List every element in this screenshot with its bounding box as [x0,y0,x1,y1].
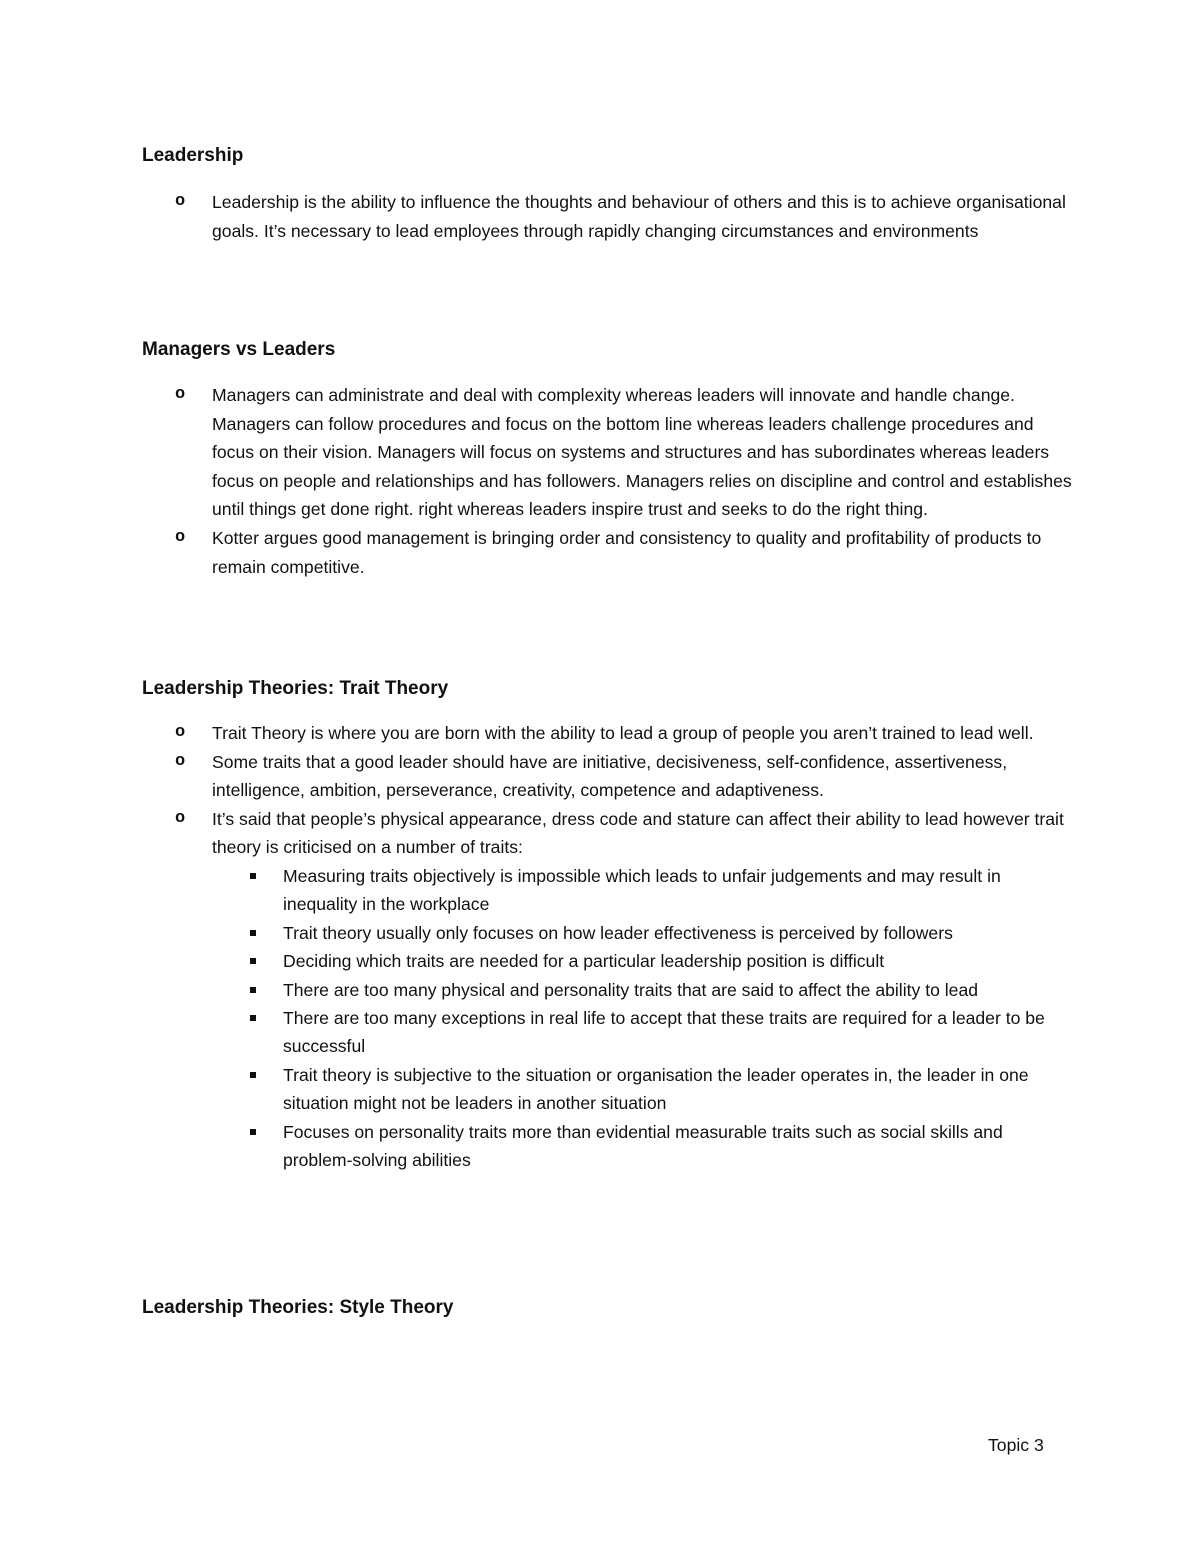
square-bullet-icon [250,930,256,936]
bullet-text: Kotter argues good management is bringing order and consistency to quality and profitability of products to remain competitive. [212,527,1042,577]
bullet-item [142,524,1072,581]
bullet-list-leadership [142,188,1072,245]
sub-bullet-text: Focuses on personality traits more than evidential measurable traits such as social skills and problem-solving abilities [283,1121,1003,1171]
hollow-bullet-icon: o [175,385,186,404]
sub-bullet-text: Trait theory usually only focuses on how leader effectiveness is perceived by followers [283,922,953,943]
bullet-text: Some traits that a good leader should have are initiative, decisiveness, self-confidence, assertiveness, intelligence, ambition, perseverance, creativity, competence and adaptiveness. [212,751,1008,801]
sub-bullet-item [212,919,1072,947]
sub-bullet-item [212,947,1072,975]
bullet-item [142,805,1072,1175]
sub-bullet-item [212,1004,1072,1061]
sub-bullet-item [212,1061,1072,1118]
sub-bullet-item [212,862,1072,919]
sub-bullet-item [212,1118,1072,1175]
sub-bullet-text: There are too many exceptions in real life to accept that these traits are required for a leader to be successful [283,1008,1045,1057]
square-bullet-icon [250,958,256,964]
sub-bullet-list [212,862,1072,1174]
bullet-list-managers-vs-leaders [142,381,1072,581]
bullet-text: Leadership is the ability to influence the thoughts and behaviour of others and this is to achieve organisational goals. It’s necessary to lead employees through rapidly changing circumstances and environments [212,192,1066,241]
hollow-bullet-icon: o [175,751,186,771]
section-heading-managers-vs-leaders: Managers vs Leaders [142,339,336,360]
bullet-text: Trait Theory is where you are born with the ability to lead a group of people you aren’t trained to lead well. [212,723,1034,743]
bullet-item [142,748,1072,805]
section-heading-style-theory: Leadership Theories: Style Theory [142,1297,454,1318]
hollow-bullet-icon: o [175,192,186,211]
page-footer-label: Topic 3 [988,1435,1044,1455]
square-bullet-icon [250,873,256,879]
hollow-bullet-icon: o [175,527,186,547]
section-heading-trait-theory: Leadership Theories: Trait Theory [142,678,449,699]
square-bullet-icon [250,1072,256,1078]
square-bullet-icon [250,1129,256,1135]
bullet-text: It’s said that people’s physical appearance, dress code and stature can affect their ability to lead however trait theory is criticised on a number of traits: [212,808,1064,858]
square-bullet-icon [250,1015,256,1021]
hollow-bullet-icon: o [175,808,186,828]
sub-bullet-text: Trait theory is subjective to the situation or organisation the leader operates in, the leader in one situation might not be leaders in another situation [283,1064,1029,1114]
sub-bullet-item [212,976,1072,1004]
sub-bullet-text: There are too many physical and personality traits that are said to affect the ability to lead [283,979,979,1000]
sub-bullet-text: Deciding which traits are needed for a particular leadership position is difficult [283,951,885,972]
bullet-item [142,719,1072,748]
bullet-item [142,381,1072,524]
bullet-text: Managers can administrate and deal with complexity whereas leaders will innovate and handle change. Managers can follow procedures and focus on the bottom line whereas leaders challenge procedures and focus on their vision. Managers will focus on systems and structures and has subordinates whereas leaders focus on people and relationships and has followers. Managers relies on discipline and control and establishes until things get done right. right whereas leaders inspire trust and seeks to do the right thing. [212,385,1072,520]
bullet-item [142,188,1072,245]
sub-bullet-text: Measuring traits objectively is impossible which leads to unfair judgements and may result in inequality in the workplace [283,865,1001,915]
square-bullet-icon [250,987,256,993]
bullet-list-trait-theory [142,719,1072,1174]
section-heading-leadership: Leadership [142,145,244,166]
hollow-bullet-icon: o [175,723,186,742]
